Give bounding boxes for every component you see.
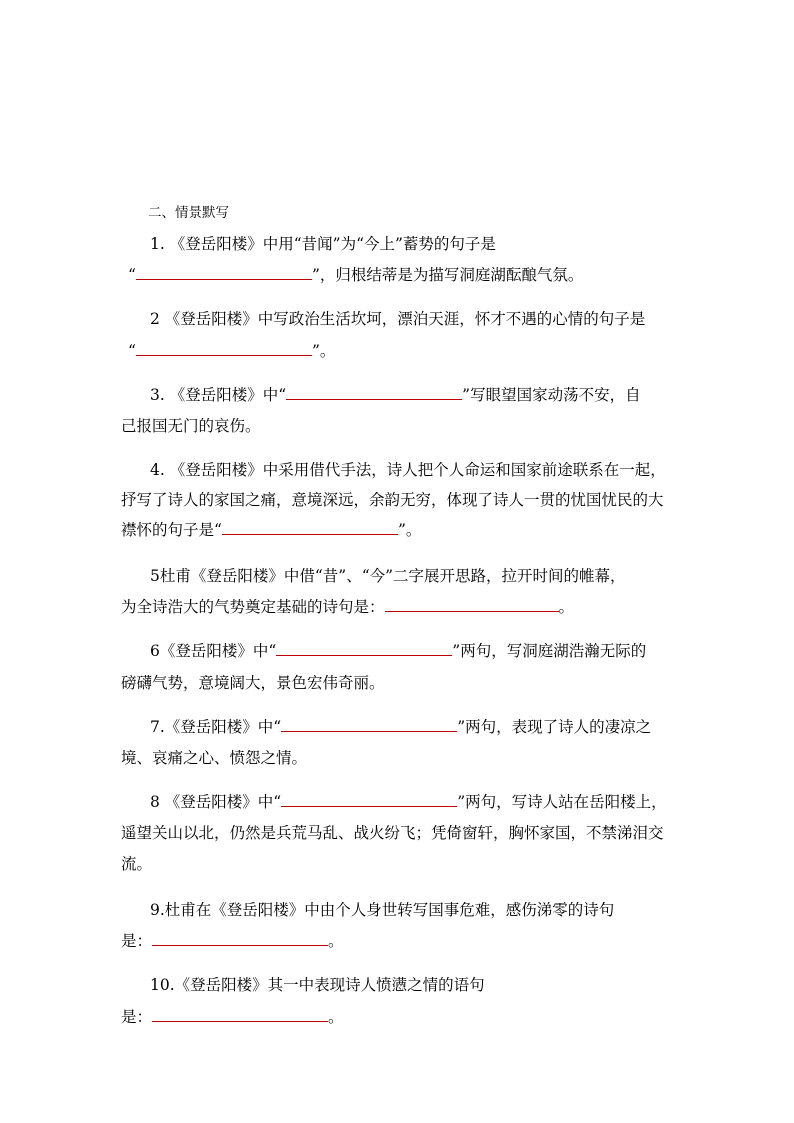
question-2-line-1 bbox=[150, 308, 645, 330]
question-9-line-1 bbox=[150, 899, 614, 921]
answer-blank[interactable] bbox=[152, 930, 328, 946]
question-6-line-1 bbox=[150, 640, 646, 662]
question-text: 境、哀痛之心、愤怨之情。 bbox=[121, 749, 308, 767]
answer-blank[interactable] bbox=[286, 384, 462, 400]
question-text: 抒写了诗人的家国之痛，意境深远，余韵无穷，体现了诗人一贯的忧国忧民的大 bbox=[121, 491, 664, 509]
question-7-line-2 bbox=[121, 747, 307, 769]
question-text: 流。 bbox=[121, 855, 153, 873]
answer-blank[interactable] bbox=[222, 519, 398, 535]
question-text: “ bbox=[128, 342, 136, 360]
question-text: 磅礴气势，意境阔大，景色宏伟奇丽。 bbox=[121, 674, 385, 692]
question-8-line-1 bbox=[150, 791, 667, 813]
question-7-line-1 bbox=[150, 716, 651, 738]
answer-blank[interactable] bbox=[152, 1006, 328, 1022]
question-text: ”。 bbox=[311, 342, 336, 360]
question-4-line-2 bbox=[121, 489, 664, 511]
question-text: 2 《登岳阳楼》中写政治生活坎坷，漂泊天涯，怀才不遇的心情的句子是 bbox=[150, 310, 646, 328]
answer-blank[interactable] bbox=[385, 596, 559, 612]
question-text: 。 bbox=[558, 598, 575, 616]
question-text: ”两句，写诗人站在岳阳楼上， bbox=[457, 793, 667, 811]
question-text: 9.杜甫在《登岳阳楼》中由个人身世转写国事危难，感伤涕零的诗句 bbox=[150, 901, 615, 919]
question-text: 1. 《登岳阳楼》中用“昔闻”为“今上”蓄势的句子是 bbox=[150, 235, 496, 253]
question-text: 为全诗浩大的气势奠定基础的诗句是： bbox=[121, 598, 385, 616]
section-heading: 二、情景默写 bbox=[148, 205, 229, 221]
question-text: 。 bbox=[328, 932, 344, 950]
question-text: 是： bbox=[121, 1008, 153, 1026]
answer-blank[interactable] bbox=[136, 264, 312, 280]
question-text: “ bbox=[128, 266, 136, 284]
question-3-line-1 bbox=[150, 384, 641, 406]
question-text: 。 bbox=[328, 1008, 344, 1026]
answer-blank[interactable] bbox=[276, 640, 452, 656]
question-text: ”两句，写洞庭湖浩瀚无际的 bbox=[452, 642, 647, 660]
question-5-line-1 bbox=[150, 565, 626, 587]
answer-blank[interactable] bbox=[136, 340, 312, 356]
question-text: ”两句，表现了诗人的凄凉之 bbox=[457, 718, 652, 736]
answer-blank[interactable] bbox=[281, 716, 457, 732]
question-4-line-1 bbox=[150, 459, 666, 481]
question-6-line-2 bbox=[121, 672, 385, 694]
question-text: 是： bbox=[121, 932, 153, 950]
question-8-line-3 bbox=[121, 853, 152, 875]
question-2-line-2 bbox=[128, 340, 335, 362]
question-text: 襟怀的句子是“ bbox=[121, 521, 222, 539]
question-text: 7.《登岳阳楼》中“ bbox=[150, 718, 282, 736]
question-text: 4. 《登岳阳楼》中采用借代手法，诗人把个人命运和国家前途联系在一起， bbox=[150, 461, 666, 479]
question-text: 10.《登岳阳楼》其一中表现诗人愤懑之情的语句 bbox=[150, 976, 485, 994]
question-text: ”。 bbox=[397, 521, 422, 539]
question-3-line-2 bbox=[121, 415, 261, 437]
question-text: 8 《登岳阳楼》中“ bbox=[150, 793, 282, 811]
question-text: ”写眼望国家动荡不安，自 bbox=[462, 386, 641, 404]
question-text: 5杜甫《登岳阳楼》中借“昔”、“今”二字展开思路，拉开时间的帷幕， bbox=[150, 567, 626, 585]
question-10-line-2 bbox=[121, 1006, 344, 1028]
question-text: 3. 《登岳阳楼》中“ bbox=[150, 386, 287, 404]
question-text: 遥望关山以北，仍然是兵荒马乱、战火纷飞；凭倚窗轩，胸怀家国，不禁涕泪交 bbox=[121, 824, 664, 842]
question-1-line-1 bbox=[150, 233, 496, 255]
question-4-line-3 bbox=[121, 519, 421, 541]
answer-blank[interactable] bbox=[281, 791, 457, 807]
question-text: 6《登岳阳楼》中“ bbox=[150, 642, 277, 660]
question-text: ”，归根结蒂是为描写洞庭湖酝酿气氛。 bbox=[311, 266, 584, 284]
question-8-line-2 bbox=[121, 822, 664, 844]
question-9-line-2 bbox=[121, 930, 344, 952]
question-10-line-1 bbox=[150, 974, 485, 996]
question-5-line-2 bbox=[121, 596, 574, 618]
question-text: 己报国无门的哀伤。 bbox=[121, 417, 261, 435]
question-1-line-2 bbox=[128, 264, 583, 286]
